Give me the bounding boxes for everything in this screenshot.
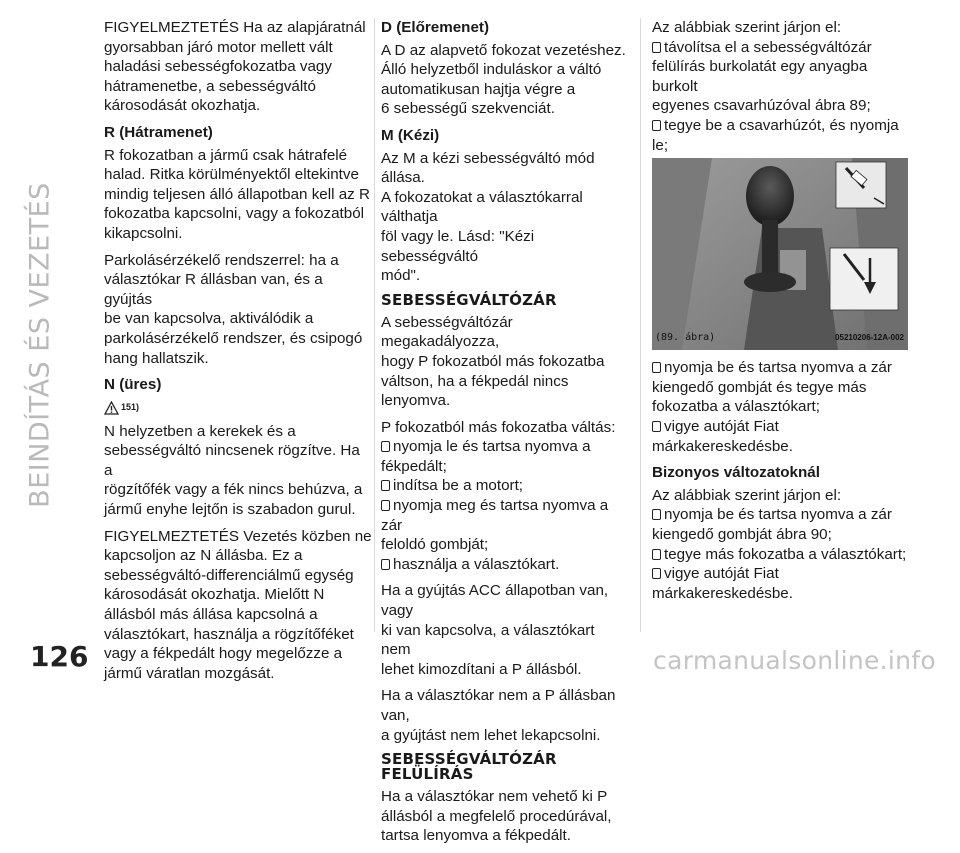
list-item: vigye autóját Fiat márkakereskedésbe. <box>652 417 793 455</box>
figure-label: (89. ábra) <box>655 331 716 343</box>
warning-ref-number: 151) <box>121 401 140 412</box>
neutral-paragraph: N helyzetben a kerekek és a sebességváltó nincsenek rögzítve. Ha a rögzítőfék vagy a fék nincs behúzva, a jármű enyhe lejtőn is szabadon gurul. <box>104 422 363 519</box>
checkbox-bullet-icon <box>652 568 661 579</box>
checkbox-bullet-icon <box>381 480 390 491</box>
heading-shift-lock-override: SEBESSÉGVÁLTÓZÁR FELÜLÍRÁS <box>381 750 557 784</box>
checkbox-bullet-icon <box>652 362 661 373</box>
warning-reference <box>104 398 372 418</box>
procedure-intro: Az alábbiak szerint járjon el: <box>652 486 842 504</box>
column-divider <box>640 18 641 632</box>
reverse-paragraph: R fokozatban a jármű csak hátrafelé halad. Ritka körülményektől eltekintve mindig teljesen álló állapotban kell az R fokozatba kapcsolni, vagy a fokozatból kikapcsolni. <box>104 146 370 242</box>
heading-reverse: R (Hátramenet) <box>104 123 213 141</box>
override-paragraph: Ha a választókar nem vehető ki P állásból a megfelelő procedúrával, tartsa lenyomva a fékpedált. <box>381 788 612 845</box>
drive-paragraph: A D az alapvető fokozat vezetéshez. Álló helyzetből induláskor a váltó automatikusan hajtja végre a 6 sebességű szekvenciát. <box>381 41 626 118</box>
procedure-list <box>652 358 908 456</box>
procedure-intro: P fokozatból más fokozatba váltás: <box>381 418 616 436</box>
acc-paragraph: Ha a gyújtás ACC állapotban van, vagy ki van kapcsolva, a választókart nem lehet kimozdítani a P állásból. <box>381 582 609 678</box>
column-1 <box>104 18 372 690</box>
heading-shift-lock: SEBESSÉGVÁLTÓZÁR <box>381 290 557 309</box>
list-item: tegye más fokozatba a választókart; <box>652 545 908 565</box>
parking-sensor-paragraph: Parkolásérzékelő rendszerrel: ha a választókar R állásban van, és a gyújtás be van kapcsolva, aktiválódik a parkolásérzékelő rendszer, és csipogó hang hallatszik. <box>104 251 363 367</box>
figure-code: 05210206-12A-002 <box>835 332 904 342</box>
procedure-intro: Az alábbiak szerint járjon el: <box>652 19 842 36</box>
list-item: nyomja meg és tartsa nyomva a zár feloldó gombját; <box>381 497 609 554</box>
checkbox-bullet-icon <box>652 42 661 53</box>
procedure-list <box>381 437 627 574</box>
down-arrow-icon <box>830 248 898 310</box>
checkbox-bullet-icon <box>652 120 661 131</box>
watermark: carmanualsonline.info <box>653 646 936 675</box>
checkbox-bullet-icon <box>381 559 390 570</box>
checkbox-bullet-icon <box>652 549 661 560</box>
list-item: tegye be a csavarhúzót, és nyomja le; <box>652 116 899 154</box>
column-3 <box>652 18 908 603</box>
page-number: 126 <box>30 640 89 673</box>
shift-lock-paragraph: A sebességváltózár megakadályozza, hogy P fokozatból más fokozatba váltson, ha a fékpedál nincs lenyomva. <box>381 313 605 410</box>
neutral-caution-paragraph: FIGYELMEZTETÉS Vezetés közben ne kapcsoljon az N állásba. Ez a sebességváltó-differenciálmű egység károsodását okozhatja. Mielőtt N állásból más állása kapcsolná a választókart, használja a rögzítőféket vagy a fékpedált hogy megelőzze a jármű váratlan mozgását. <box>104 527 372 682</box>
checkbox-bullet-icon <box>652 421 661 432</box>
heading-drive: D (Előremenet) <box>381 19 490 36</box>
list-item: távolítsa el a sebességváltózár felülírás burkolatát egy anyagba burkolt egyenes csavarhúzóval ábra 89; <box>652 38 872 115</box>
column-2 <box>381 18 627 853</box>
chapter-side-title: BEINDÍTÁS ÉS VEZETÉS <box>24 182 56 508</box>
gear-lever-illustration <box>652 158 908 350</box>
checkbox-bullet-icon <box>652 509 661 520</box>
procedure-list <box>652 505 908 603</box>
list-item: indítsa be a motort; <box>381 476 627 496</box>
list-item: nyomja be és tartsa nyomva a zár kiengedő gombját és tegye más fokozatba a választókart; <box>652 359 892 416</box>
column-divider <box>374 18 375 632</box>
list-item: nyomja le és tartsa nyomva a fékpedált; <box>381 438 591 475</box>
heading-some-versions: Bizonyos változatoknál <box>652 464 820 482</box>
screwdriver-icon <box>836 162 886 208</box>
checkbox-bullet-icon <box>381 500 390 511</box>
manual-paragraph: Az M a kézi sebességváltó mód állása. A fokozatokat a választókarral válthatja föl vagy le. Lásd: "Kézi sebességváltó mód". <box>381 149 595 285</box>
procedure-list <box>652 38 908 156</box>
ignition-paragraph: Ha a választókar nem a P állásban van, a gyújtást nem lehet lekapcsolni. <box>381 687 616 744</box>
list-item: nyomja be és tartsa nyomva a zár kiengedő gombját ábra 90; <box>652 506 892 543</box>
heading-manual: M (Kézi) <box>381 126 440 144</box>
caution-paragraph: FIGYELMEZTETÉS Ha az alapjáratnál gyorsabban járó motor mellett vált haladási sebességfokozatba vagy hátramenetbe, a sebességváltó károsodását okozhatja. <box>104 19 366 115</box>
list-item: vigye autóját Fiat márkakereskedésbe. <box>652 565 793 602</box>
heading-neutral: N (üres) <box>104 376 162 394</box>
checkbox-bullet-icon <box>381 441 390 452</box>
figure-89 <box>652 158 908 350</box>
list-item: használja a választókart. <box>381 555 627 575</box>
warning-triangle-icon <box>104 401 119 415</box>
